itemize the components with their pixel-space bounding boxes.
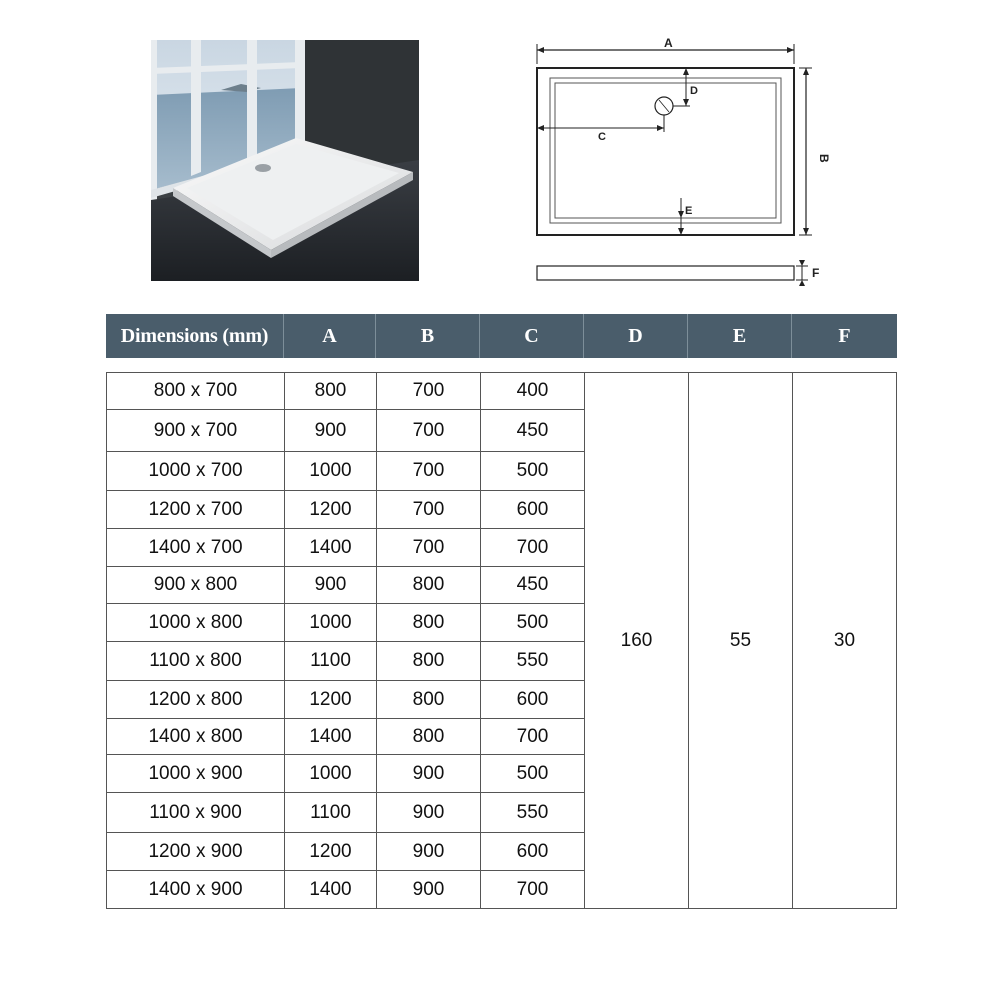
cell-size: 1200 x 900 <box>107 833 285 871</box>
cell-size: 1200 x 800 <box>107 681 285 719</box>
tray-diagram <box>520 30 850 300</box>
cell-a: 1100 <box>285 642 377 681</box>
cell-a: 1400 <box>285 871 377 909</box>
cell-c: 700 <box>481 871 585 909</box>
cell-c: 550 <box>481 793 585 833</box>
cell-a: 1400 <box>285 719 377 755</box>
header-a: A <box>284 314 376 358</box>
cell-c: 400 <box>481 373 585 410</box>
cell-size: 800 x 700 <box>107 373 285 410</box>
cell-c: 700 <box>481 529 585 567</box>
cell-a: 800 <box>285 373 377 410</box>
cell-c: 600 <box>481 681 585 719</box>
cell-a: 1100 <box>285 793 377 833</box>
header-c: C <box>480 314 584 358</box>
cell-c: 450 <box>481 567 585 604</box>
cell-b: 800 <box>377 642 481 681</box>
dim-c-label: C <box>598 131 606 143</box>
cell-size: 900 x 800 <box>107 567 285 604</box>
cell-size: 1100 x 800 <box>107 642 285 681</box>
cell-b: 900 <box>377 755 481 793</box>
cell-c: 450 <box>481 410 585 452</box>
cell-size: 1000 x 800 <box>107 604 285 642</box>
table-header <box>106 314 897 358</box>
header-d: D <box>584 314 688 358</box>
dim-e-label: E <box>685 205 693 217</box>
cell-a: 1000 <box>285 452 377 491</box>
dim-b-label: B <box>817 154 831 163</box>
tray-outline <box>537 68 794 235</box>
dim-f-label: F <box>812 266 820 280</box>
dim-a-label: A <box>664 36 673 50</box>
technical-drawing <box>520 30 850 300</box>
cell-a: 1200 <box>285 491 377 529</box>
product-photo <box>151 40 419 281</box>
cell-b: 900 <box>377 793 481 833</box>
cell-b: 900 <box>377 833 481 871</box>
cell-a: 1000 <box>285 604 377 642</box>
cell-b: 700 <box>377 410 481 452</box>
dimensions-table <box>106 372 897 909</box>
table-rows <box>107 373 585 909</box>
merged-cell-f: 30 <box>833 629 856 651</box>
cell-b: 700 <box>377 529 481 567</box>
cell-b: 800 <box>377 604 481 642</box>
header-b: B <box>376 314 480 358</box>
cell-size: 1100 x 900 <box>107 793 285 833</box>
merged-cell-e: 55 <box>689 373 793 908</box>
cell-c: 550 <box>481 642 585 681</box>
cell-b: 900 <box>377 871 481 909</box>
cell-c: 700 <box>481 719 585 755</box>
cell-size: 1400 x 800 <box>107 719 285 755</box>
cell-size: 1000 x 700 <box>107 452 285 491</box>
cell-size: 1200 x 700 <box>107 491 285 529</box>
tray-profile <box>537 266 794 280</box>
cell-c: 500 <box>481 452 585 491</box>
cell-size: 1000 x 900 <box>107 755 285 793</box>
merged-cell-d: 160 <box>585 373 689 908</box>
cell-c: 600 <box>481 491 585 529</box>
cell-b: 700 <box>377 373 481 410</box>
cell-a: 1000 <box>285 755 377 793</box>
shower-tray-photo <box>151 40 419 281</box>
cell-b: 700 <box>377 452 481 491</box>
cell-size: 1400 x 700 <box>107 529 285 567</box>
cell-size: 900 x 700 <box>107 410 285 452</box>
cell-c: 500 <box>481 755 585 793</box>
cell-c: 500 <box>481 604 585 642</box>
header-e: E <box>688 314 792 358</box>
cell-size: 1400 x 900 <box>107 871 285 909</box>
cell-b: 800 <box>377 719 481 755</box>
dim-d-label: D <box>690 85 698 97</box>
cell-c: 600 <box>481 833 585 871</box>
cell-a: 1400 <box>285 529 377 567</box>
cell-a: 900 <box>285 567 377 604</box>
header-f: F <box>838 324 851 347</box>
cell-a: 900 <box>285 410 377 452</box>
header-dimensions: Dimensions (mm) <box>106 314 284 358</box>
cell-b: 800 <box>377 567 481 604</box>
cell-b: 800 <box>377 681 481 719</box>
cell-a: 1200 <box>285 681 377 719</box>
cell-a: 1200 <box>285 833 377 871</box>
cell-b: 700 <box>377 491 481 529</box>
